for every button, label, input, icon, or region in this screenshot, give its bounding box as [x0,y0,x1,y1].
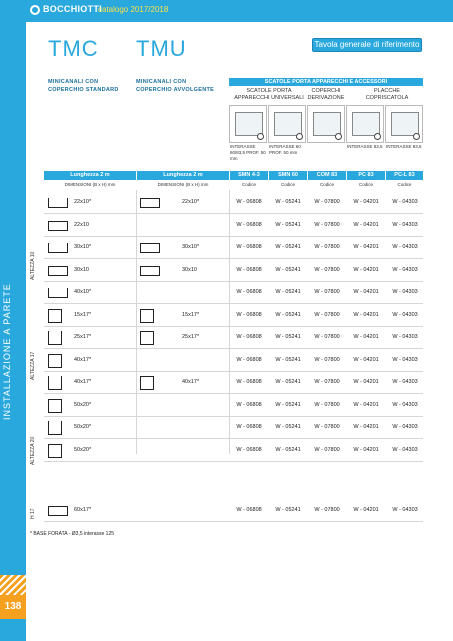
tmc-dimension: 30x10 [74,266,89,273]
caption-smn43: INTERASSE 60/83,5 PROF. 50 mm [230,144,266,161]
product-code: W - 04201 [353,507,379,513]
table-row [44,237,423,259]
channel-profile-icon [48,444,62,458]
table-row [44,500,423,522]
tmc-dimension: 30x10* [74,244,92,250]
tmc-dimension: 40x10* [74,289,92,295]
product-code: W - 04303 [392,334,418,340]
product-code: W - 05241 [275,446,301,453]
table-row [44,395,423,417]
acc-sub-boxes: SCATOLE PORTA APPARECCHI UNIVERSALI [234,88,304,101]
product-code: W - 04201 [353,244,379,250]
channel-profile-icon [48,266,68,276]
product-code: W - 05241 [275,221,301,228]
table-row [44,372,423,394]
product-code: W - 07800 [314,379,340,385]
product-com83 [307,105,345,143]
channel-profile-icon [140,331,154,345]
caption-pc83: INTERASSE 83,5 [347,144,383,149]
product-code: W - 04303 [392,356,418,363]
product-code: W - 05241 [275,289,301,295]
table-row [44,215,423,237]
product-code: W - 07800 [314,311,340,318]
tmu-dimension: 25x17* [182,334,200,340]
product-code: W - 05241 [275,401,301,408]
header-com83: COM 83 [308,171,346,180]
table-row [44,305,423,327]
product-code: W - 04201 [353,424,379,430]
product-code: W - 05241 [275,311,301,318]
tmc-dimension: 60x17* [74,507,92,513]
tmc-dimension: 40x17* [74,356,92,363]
channel-profile-icon [48,221,68,231]
product-code: W - 07800 [314,401,340,408]
table-row [44,192,423,214]
product-code: W - 04201 [353,379,379,385]
channel-profile-icon [140,376,154,390]
product-code: W - 04201 [353,311,379,318]
group-altezza-17: ALTEZZA 17 [30,351,36,380]
group-altezza-20: ALTEZZA 20 [30,436,36,465]
product-code: W - 04303 [392,401,418,408]
info-icon [413,133,420,140]
caption-pcl83: INTERASSE 83,5 [386,144,422,149]
product-smn60 [268,105,306,143]
header-len-tmc: Lunghezza 2 m [44,171,136,180]
group-h17: H 17 [30,508,36,519]
product-code: W - 05241 [275,356,301,363]
tmu-dimension: 22x10* [182,199,200,205]
tmc-dimension: 50x20* [74,424,92,430]
product-code: W - 04201 [353,356,379,363]
channel-profile-icon [48,376,62,390]
product-code: W - 06808 [236,311,262,318]
brand-logo [30,4,102,15]
sub-codice: Codice [319,182,334,187]
product-code: W - 04303 [392,446,418,453]
tmc-dimension: 50x20* [74,401,92,408]
tavola-button[interactable]: Tavola generale di riferimento [312,38,422,52]
product-code: W - 06808 [236,244,262,250]
brand-name: BOCCHIOTTI [43,4,102,14]
product-code: W - 07800 [314,266,340,273]
channel-profile-icon [48,243,68,253]
tmu-column-title: MINICANALI CON COPERCHIO AVVOLGENTE [136,79,215,93]
product-code: W - 05241 [275,266,301,273]
product-code: W - 04201 [353,334,379,340]
product-code: W - 05241 [275,424,301,430]
table-row [44,327,423,349]
product-smn43 [229,105,267,143]
table-row [44,260,423,282]
header-smn43: SMN 4-3 [230,171,268,180]
product-code: W - 06808 [236,424,262,430]
product-code: W - 04201 [353,446,379,453]
product-code: W - 04303 [392,266,418,273]
tmc-dimension: 22x10* [74,199,92,205]
acc-sub-plates: PLACCHE COPRISCATOLA [365,88,409,101]
product-code: W - 07800 [314,334,340,340]
product-code: W - 04303 [392,379,418,385]
product-pcl83 [385,105,423,143]
product-code: W - 04201 [353,199,379,205]
channel-profile-icon [140,243,160,253]
product-code: W - 07800 [314,199,340,205]
product-code: W - 04303 [392,424,418,430]
product-code: W - 07800 [314,221,340,228]
footnote: * BASE FORATA - Ø3,5 interasse 125 [30,531,115,537]
tmu-dimension: 30x10 [182,266,197,273]
page-number: 138 [0,595,26,619]
info-icon [335,133,342,140]
product-code: W - 05241 [275,244,301,250]
page-stripes [0,575,26,595]
sub-dim-tmu: DIMENSIONI (B x H) mm [157,182,209,187]
table-row [44,282,423,304]
info-icon [257,133,264,140]
header-smn60: SMN 60 [269,171,307,180]
channel-profile-icon [48,421,62,435]
product-code: W - 07800 [314,424,340,430]
product-code: W - 04303 [392,289,418,295]
channel-profile-icon [48,198,68,208]
channel-profile-icon [48,506,68,516]
product-code: W - 04303 [392,311,418,318]
tmu-dimension: 40x17* [182,379,200,385]
title-tmc: TMC [48,36,99,61]
product-code: W - 05241 [275,199,301,205]
product-code: W - 07800 [314,507,340,513]
sub-codice: Codice [358,182,373,187]
product-code: W - 06808 [236,199,262,205]
product-code: W - 06808 [236,266,262,273]
channel-profile-icon [48,354,62,368]
product-code: W - 06808 [236,507,262,513]
channel-profile-icon [48,309,62,323]
sub-dim-tmc: DIMENSIONI (B x H) mm [64,182,116,187]
accessories-header: SCATOLE PORTA APPARECCHI E ACCESSORI [229,78,423,86]
top-bar [0,0,453,22]
table-row [44,417,423,439]
channel-profile-icon [140,198,160,208]
tmc-dimension: 25x17* [74,334,92,340]
tmc-dimension: 22x10 [74,221,89,228]
product-code: W - 06808 [236,446,262,453]
product-code: W - 07800 [314,356,340,363]
product-code: W - 04303 [392,199,418,205]
tmu-dimension: 15x17* [182,311,200,318]
product-code: W - 07800 [314,244,340,250]
brand-mark-icon [30,5,40,15]
channel-profile-icon [48,331,62,345]
product-code: W - 05241 [275,334,301,340]
tmc-dimension: 15x17* [74,311,92,318]
sub-codice: Codice [397,182,412,187]
channel-profile-icon [140,266,160,276]
product-code: W - 06808 [236,401,262,408]
product-code: W - 04303 [392,244,418,250]
product-code: W - 06808 [236,356,262,363]
tmu-dimension: 30x10* [182,244,200,250]
section-label: INSTALLAZIONE A PARETE [2,283,12,421]
product-code: W - 05241 [275,507,301,513]
product-code: W - 07800 [314,446,340,453]
product-code: W - 06808 [236,289,262,295]
sub-codice: Codice [241,182,256,187]
channel-profile-icon [48,399,62,413]
product-code: W - 04303 [392,221,418,228]
product-code: W - 05241 [275,379,301,385]
product-code: W - 04201 [353,289,379,295]
header-pcl83: PC-L 83 [386,171,423,180]
product-code: W - 04201 [353,221,379,228]
product-code: W - 06808 [236,334,262,340]
title-tmu: TMU [136,36,187,61]
sidebar [0,22,26,641]
catalog-year: catalogo 2017/2018 [98,5,169,14]
header-pc83: PC 83 [347,171,385,180]
acc-sub-covers: COPERCHI DERIVAZIONE [307,88,345,101]
product-code: W - 04201 [353,266,379,273]
header-len-tmu: Lunghezza 2 m [137,171,229,180]
sub-codice: Codice [280,182,295,187]
product-code: W - 04201 [353,401,379,408]
product-code: W - 06808 [236,221,262,228]
tmc-column-title: MINICANALI CON COPERCHIO STANDARD [48,79,119,93]
tmc-dimension: 50x20* [74,446,92,453]
product-code: W - 06808 [236,379,262,385]
group-altezza-10: ALTEZZA 10 [30,251,36,280]
caption-smn60: INTERASSE 60 PROF. 50 mm [269,144,301,155]
info-icon [374,133,381,140]
channel-profile-icon [48,288,68,298]
channel-profile-icon [140,309,154,323]
product-pc83 [346,105,384,143]
product-code: W - 07800 [314,289,340,295]
tmc-dimension: 40x17* [74,379,92,385]
info-icon [296,133,303,140]
product-code: W - 04303 [392,507,418,513]
table-row [44,350,423,372]
table-row [44,440,423,462]
